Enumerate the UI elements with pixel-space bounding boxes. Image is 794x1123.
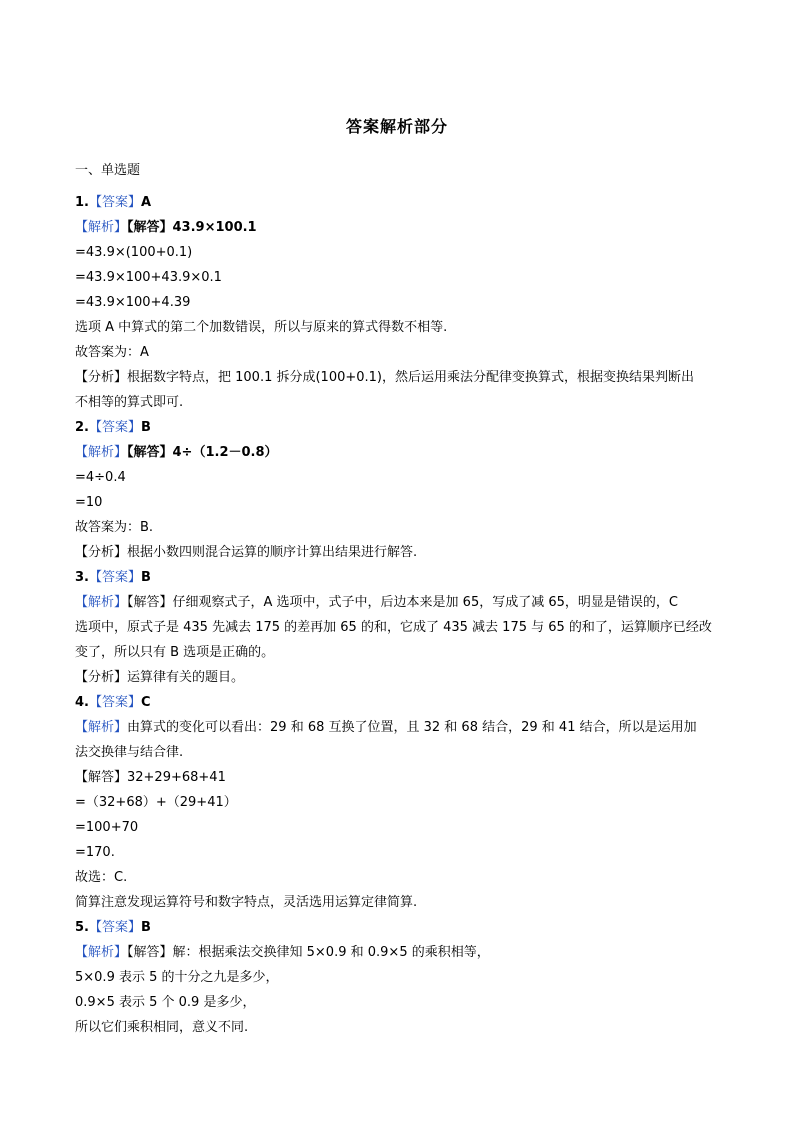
line-text: A [141, 195, 152, 210]
line-text: C [141, 695, 151, 710]
line-text: 故答案为：A [75, 345, 149, 360]
answer-tag: 【答案】 [88, 195, 141, 210]
answer-line [75, 840, 725, 865]
answer-line [75, 540, 725, 565]
line-text: 选项 A 中算式的第二个加数错误，所以与原来的算式得数不相等. [75, 320, 448, 335]
line-text: =43.9×100+43.9×0.1 [75, 270, 222, 285]
answer-tag: 【解析】 [75, 220, 128, 235]
answer-line [75, 615, 725, 640]
line-text: 【解答】43.9×100.1 [127, 220, 257, 235]
answer-line [75, 490, 725, 515]
answer-content [75, 190, 725, 1040]
line-text: 故答案为：B. [75, 520, 154, 535]
line-text: =（32+68）+（29+41） [75, 795, 237, 810]
question-number: 5. [75, 920, 89, 935]
line-text: B [141, 420, 151, 435]
answer-tag: 【答案】 [88, 420, 141, 435]
answer-line [75, 190, 725, 215]
answer-line [75, 290, 725, 315]
line-text: 故选：C. [75, 870, 128, 885]
page-title: 答案解析部分 [345, 117, 448, 136]
answer-line [75, 865, 725, 890]
answer-tag: 【答案】 [88, 920, 141, 935]
answer-line [75, 215, 725, 240]
answer-line [75, 365, 725, 390]
answer-tag: 【解析】 [75, 445, 128, 460]
answer-line [75, 665, 725, 690]
answer-line [75, 1015, 725, 1040]
answer-line [75, 515, 725, 540]
answer-line [75, 315, 725, 340]
question-number: 2. [75, 420, 89, 435]
line-text: =100+70 [75, 820, 139, 835]
answer-line [75, 640, 725, 665]
line-text: =170. [75, 845, 115, 860]
answer-line [75, 340, 725, 365]
answer-tag: 【答案】 [88, 695, 141, 710]
line-text: 由算式的变化可以看出：29 和 68 互换了位置，且 32 和 68 结合，29 和 41 结合，所以是运用加 [127, 720, 697, 735]
line-text: 【解答】4÷（1.2－0.8） [127, 445, 278, 460]
answer-line [75, 740, 725, 765]
line-text: =10 [75, 495, 103, 510]
answer-line [75, 965, 725, 990]
line-text: 法交换律与结合律. [75, 745, 184, 760]
answer-line [75, 815, 725, 840]
answer-line [75, 240, 725, 265]
answer-line [75, 565, 725, 590]
line-text: 简算注意发现运算符号和数字特点，灵活选用运算定律简算. [75, 895, 418, 910]
line-text: 变了，所以只有 B 选项是正确的。 [75, 645, 275, 660]
line-text: =43.9×100+4.39 [75, 295, 191, 310]
answer-line [75, 715, 725, 740]
question-number: 1. [75, 195, 89, 210]
line-text: =43.9×(100+0.1) [75, 245, 193, 260]
answer-line [75, 790, 725, 815]
line-text: 所以它们乘积相同，意义不同. [75, 1020, 249, 1035]
answer-line [75, 265, 725, 290]
answer-line [75, 940, 725, 965]
line-text: B [141, 920, 151, 935]
answer-line [75, 465, 725, 490]
answer-line [75, 915, 725, 940]
answer-tag: 【答案】 [88, 570, 141, 585]
answer-line [75, 990, 725, 1015]
question-number: 3. [75, 570, 89, 585]
answer-tag: 【解析】 [75, 720, 128, 735]
line-text: 【解答】32+29+68+41 [75, 770, 226, 785]
line-text: 5×0.9 表示 5 的十分之九是多少， [75, 970, 279, 985]
answer-line [75, 890, 725, 915]
section-heading: 一、单选题 [75, 163, 141, 178]
answer-line [75, 415, 725, 440]
line-text: 【分析】运算律有关的题目。 [75, 670, 245, 685]
line-text: =4÷0.4 [75, 470, 126, 485]
line-text: 【解答】解：根据乘法交换律知 5×0.9 和 0.9×5 的乘积相等， [127, 945, 490, 960]
line-text: 【分析】根据小数四则混合运算的顺序计算出结果进行解答. [75, 545, 418, 560]
line-text: 【解答】仔细观察式子，A 选项中，式子中，后边本来是加 65，写成了减 65，明显是错误的，C [127, 595, 678, 610]
answer-tag: 【解析】 [75, 945, 128, 960]
line-text: B [141, 570, 151, 585]
answer-tag: 【解析】 [75, 595, 128, 610]
answer-line [75, 590, 725, 615]
answer-line [75, 765, 725, 790]
answer-line [75, 690, 725, 715]
answer-line [75, 440, 725, 465]
question-number: 4. [75, 695, 89, 710]
line-text: 0.9×5 表示 5 个 0.9 是多少， [75, 995, 256, 1010]
answer-line [75, 390, 725, 415]
line-text: 【分析】根据数字特点，把 100.1 拆分成(100+0.1)，然后运用乘法分配律变换算式，根据变换结果判断出 [75, 370, 695, 385]
line-text: 不相等的算式即可. [75, 395, 184, 410]
line-text: 选项中，原式子是 435 先减去 175 的差再加 65 的和，它成了 435 减去 175 与 65 的和了，运算顺序已经改 [75, 620, 712, 635]
